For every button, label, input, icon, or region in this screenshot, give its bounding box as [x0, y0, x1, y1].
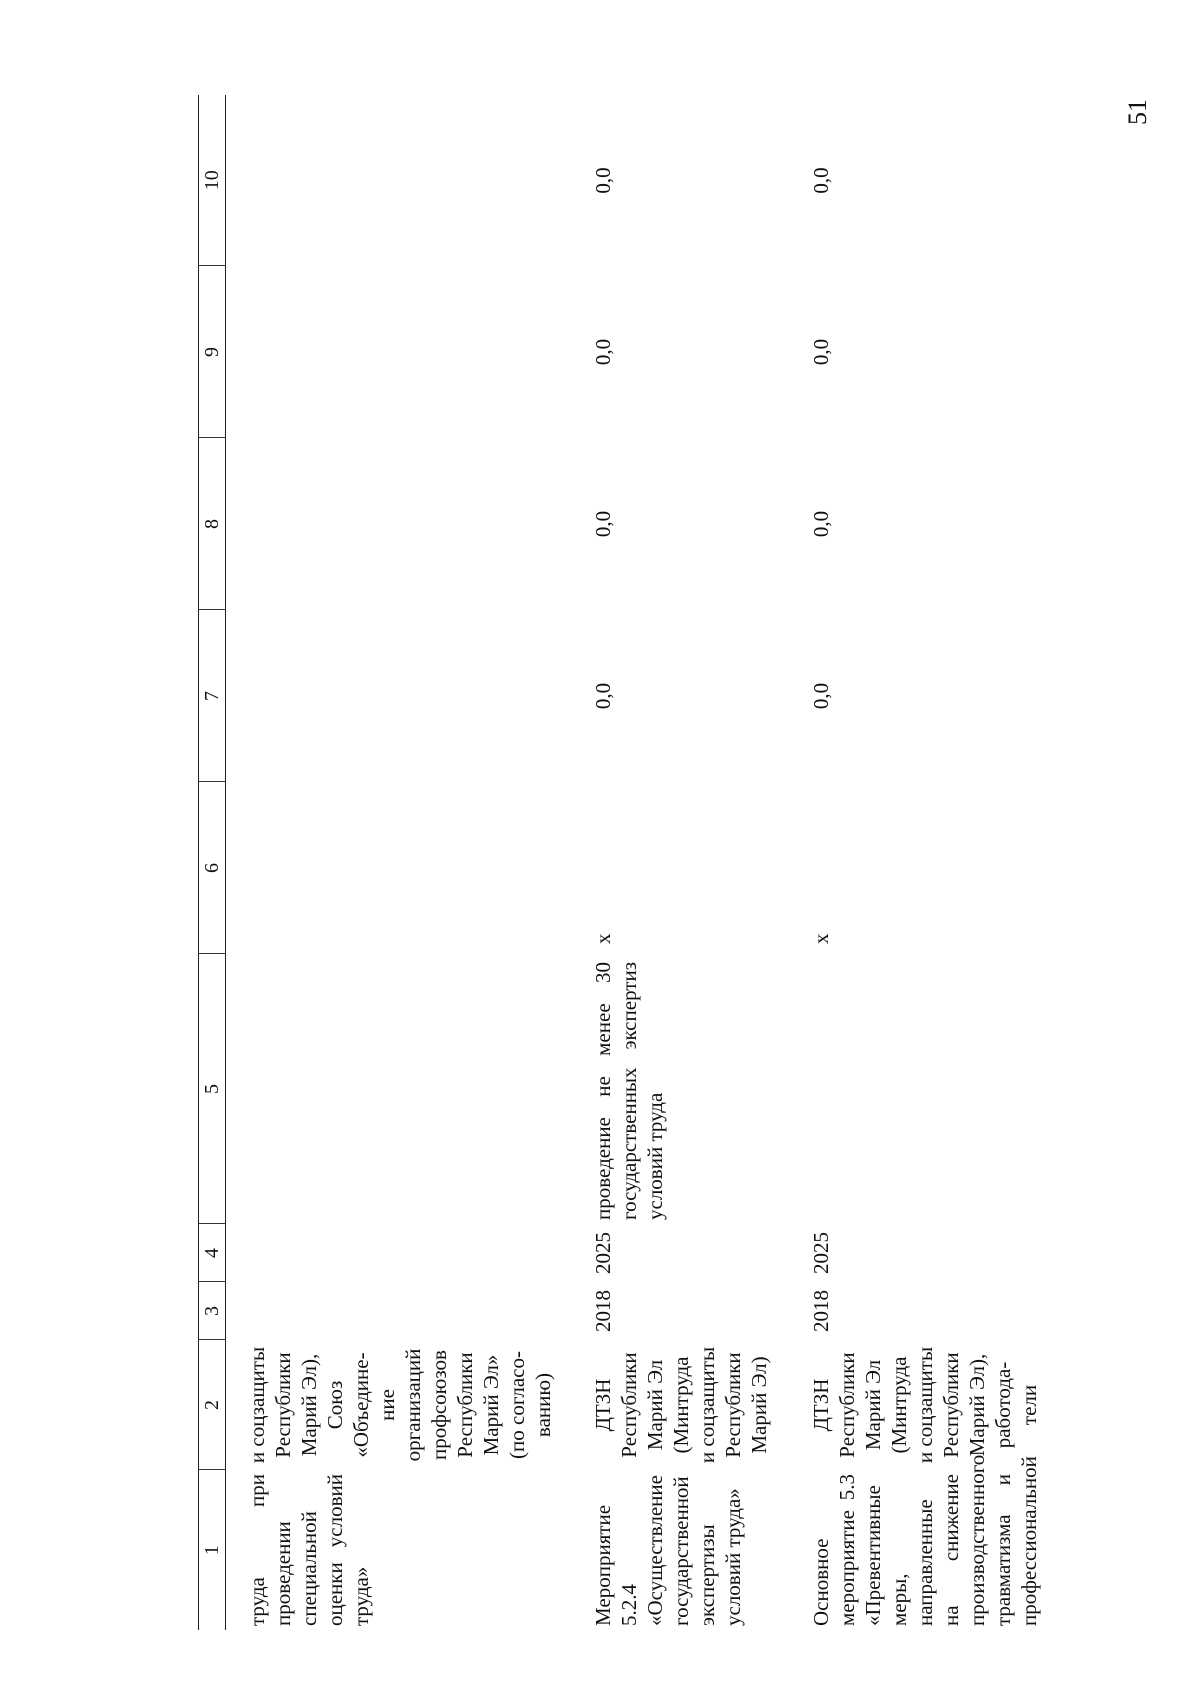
executor-line: Марий Эл [861, 1359, 885, 1451]
column-number-row [199, 95, 226, 1630]
executor-line: (Минтруда [669, 1356, 693, 1454]
executor-line: ДТЗН [591, 1378, 615, 1432]
activity-name: Мероприятие 5.2.4 «Осуществление государственной экспертизы условий труда» [591, 1475, 745, 1626]
end-year [226, 1224, 591, 1282]
start-year [226, 1282, 591, 1340]
column-header: 10 [199, 95, 226, 266]
expected-result [226, 954, 591, 1224]
activity-name: труда при проведении специальной оценки условий труда» [245, 1474, 373, 1626]
executor-line: тели [1017, 1384, 1041, 1426]
executor-line: Республики [939, 1352, 963, 1458]
executor-line: ние [375, 1389, 399, 1421]
program-activities-table [198, 95, 1042, 1630]
funding-value [226, 438, 591, 610]
expected-result: проведение не менее 30 государственных экспертиз условий труда [591, 962, 667, 1220]
executor-line: Марий Эл) [747, 1356, 771, 1454]
column-header: 5 [199, 954, 226, 1224]
funding-value: 0,0 [591, 338, 615, 366]
column-header: 3 [199, 1282, 226, 1340]
page-number: 51 [1123, 99, 1152, 125]
indicator-link [226, 782, 591, 954]
executor-line: ДТЗН [809, 1378, 833, 1432]
funding-value: 0,0 [591, 510, 615, 538]
funding-value: 0,0 [591, 167, 615, 194]
executor-line: и соцзащиты [695, 1346, 719, 1464]
executor-line: Республики [617, 1352, 641, 1458]
executor-line: Марий Эл), [297, 1353, 321, 1457]
executor-line: Марий Эл» [479, 1354, 503, 1456]
funding-value [226, 610, 591, 782]
funding-value: 0,0 [591, 682, 615, 710]
responsible-executor [808, 1340, 1042, 1470]
executor-line: Марий Эл [643, 1359, 667, 1451]
executor-line: и соцзащиты [913, 1346, 937, 1464]
responsible-executor [590, 1340, 808, 1470]
executor-line: Республики [721, 1352, 745, 1458]
executor-line: Республики [835, 1352, 859, 1458]
funding-value: 0,0 [809, 338, 833, 366]
start-year: 2018 [591, 1290, 615, 1332]
column-header: 6 [199, 782, 226, 954]
column-header: 2 [199, 1340, 226, 1470]
executor-line: Союз [323, 1380, 347, 1430]
column-header: 1 [199, 1470, 226, 1630]
funding-value: 0,0 [809, 682, 833, 710]
executor-line: (Минтруда [887, 1356, 911, 1454]
column-header: 8 [199, 438, 226, 610]
responsible-executor [226, 1340, 591, 1470]
executor-line: «Объедине- [349, 1352, 373, 1458]
funding-value: 0,0 [809, 167, 833, 194]
column-header: 7 [199, 610, 226, 782]
table-row [808, 95, 1042, 1630]
column-header: 9 [199, 266, 226, 438]
executor-line: (по согласо- [505, 1351, 529, 1459]
executor-line: Марий Эл), [965, 1353, 989, 1457]
executor-line: организаций [401, 1348, 425, 1462]
table-row [226, 95, 591, 1630]
start-year: 2018 [809, 1290, 833, 1332]
funding-value: 0,0 [809, 510, 833, 538]
end-year: 2025 [591, 1232, 615, 1274]
activity-name: Основное мероприятие 5.3 «Превентивные меры, направленные на снижение производственного травматизма и профессиональной [809, 1454, 1041, 1626]
indicator-link: x [591, 933, 615, 944]
expected-result [808, 954, 1042, 1224]
executor-line: Республики [453, 1352, 477, 1458]
end-year: 2025 [809, 1232, 833, 1274]
table-row [590, 95, 808, 1630]
column-header: 4 [199, 1224, 226, 1282]
funding-value [226, 266, 591, 438]
executor-line: и соцзащиты [245, 1346, 269, 1464]
indicator-link: x [809, 933, 833, 944]
executor-line: Республики [271, 1352, 295, 1458]
rotated-table-sheet [198, 95, 1200, 1630]
funding-value [226, 95, 591, 266]
executor-line: работода- [991, 1361, 1015, 1449]
executor-line: ванию) [531, 1372, 555, 1438]
executor-line: профсоюзов [427, 1350, 451, 1460]
